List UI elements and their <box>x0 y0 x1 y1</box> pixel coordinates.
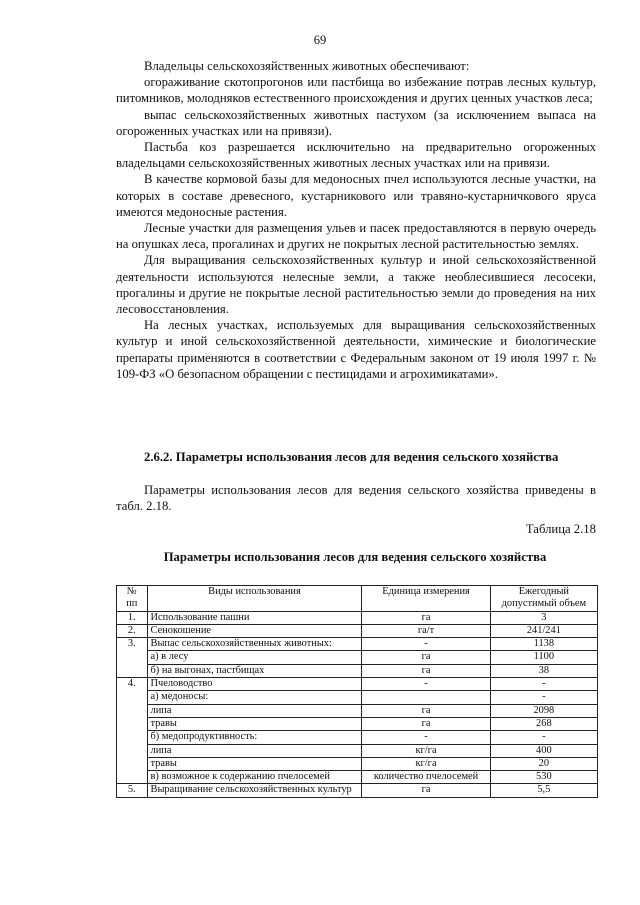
cell-kind: б) медопродуктивность: <box>147 731 362 744</box>
cell-unit <box>362 691 490 704</box>
cell-volume: - <box>490 678 597 691</box>
cell-volume: 241/241 <box>490 624 597 637</box>
cell-num: 2. <box>117 624 148 637</box>
header-num: № пп <box>117 586 148 612</box>
cell-volume: 1138 <box>490 638 597 651</box>
paragraph: Лесные участки для размещения ульев и пасек предоставляются в первую очередь на опушках леса, прогалинах и других не покрытых лесной растительностью землях. <box>116 221 596 252</box>
section-intro: Параметры использования лесов для ведения сельского хозяйства приведены в табл. 2.18. <box>116 483 596 514</box>
cell-kind: Использование пашни <box>147 611 362 624</box>
cell-kind: липа <box>147 744 362 757</box>
table-row <box>117 717 598 730</box>
cell-kind: липа <box>147 704 362 717</box>
cell-unit: га <box>362 651 490 664</box>
cell-volume: - <box>490 691 597 704</box>
cell-kind <box>147 784 362 797</box>
cell-volume: 400 <box>490 744 597 757</box>
cell-num: 4. <box>117 678 148 784</box>
table-title: Параметры использования лесов для ведения сельского хозяйства <box>163 550 547 564</box>
table-body <box>117 611 598 797</box>
cell-volume: 530 <box>490 771 597 784</box>
cell-num: 1. <box>117 611 148 624</box>
cell-volume: 5,5 <box>490 784 597 797</box>
paragraph: На лесных участках, используемых для выращивания сельскохозяйственных культур и иной сельскохозяйственной деятельности, химические и биологические препараты применяются в соответствии с Федеральным законом от 19 июля 1997 г. № 109-ФЗ «О безопасном обращении с пестицидами и агрохимикатами». <box>116 318 596 381</box>
cell-kind: Пчеловодство <box>147 678 362 691</box>
cell-unit: га <box>362 664 490 677</box>
table-row <box>117 624 598 637</box>
header-volume: Ежегодный допустимый объем <box>490 586 597 612</box>
table-header-row <box>117 586 598 612</box>
cell-kind: а) медоносы: <box>147 691 362 704</box>
paragraph: выпас сельскохозяйственных животных пастухом (за исключением выпаса на огороженных участках или на привязи). <box>116 107 596 138</box>
table-row <box>117 638 598 651</box>
cell-volume: 2098 <box>490 704 597 717</box>
page-number: 69 <box>313 33 327 47</box>
cell-unit: га <box>362 611 490 624</box>
cell-kind: Сенокошение <box>147 624 362 637</box>
table-row <box>117 757 598 770</box>
table-row <box>117 691 598 704</box>
cell-num: 3. <box>117 638 148 678</box>
table-row <box>117 664 598 677</box>
header-kind: Виды использования <box>147 586 362 612</box>
cell-unit: - <box>362 638 490 651</box>
cell-volume: 3 <box>490 611 597 624</box>
paragraph: Владельцы сельскохозяйственных животных обеспечивают: <box>144 59 470 73</box>
cell-volume: 38 <box>490 664 597 677</box>
cell-kind: травы <box>147 757 362 770</box>
paragraph: огораживание скотопрогонов или пастбища во избежание потрав лесных культур, питомников, молодняков естественного происхождения и других ценных участков леса; <box>116 75 596 106</box>
cell-num: 5. <box>117 784 148 797</box>
cell-unit: кг/га <box>362 757 490 770</box>
cell-kind: а) в лесу <box>147 651 362 664</box>
cell-kind: в) возможное к содержанию пчелосемей <box>147 771 362 784</box>
table-row <box>117 611 598 624</box>
paragraph: Пастьба коз разрешается исключительно на предварительно огороженных владельцами сельскохозяйственных животных лесных участках или на привязи. <box>116 140 596 171</box>
cell-kind: б) на выгонах, пастбищах <box>147 664 362 677</box>
table-row <box>117 651 598 664</box>
table-label: Таблица 2.18 <box>525 522 596 536</box>
paragraph: Для выращивания сельскохозяйственных культур и иной сельскохозяйственной деятельности используются нелесные земли, а также необлесившиеся лесосеки, прогалины и другие не покрытые лесной растительностью земли до проведения на них лесовосстановления. <box>116 253 596 317</box>
cell-unit: га <box>362 704 490 717</box>
paragraph: В качестве кормовой базы для медоносных пчел используются лесные участки, на которых в составе древесного, кустарникового или травяно-кустарничкового яруса имеются медоносные растения. <box>116 172 596 219</box>
cell-kind: травы <box>147 717 362 730</box>
header-unit: Единица измерения <box>362 586 490 612</box>
table-row <box>117 771 598 784</box>
table-row <box>117 744 598 757</box>
table-row <box>117 784 598 797</box>
table-row <box>117 731 598 744</box>
cell-kind-text: Выращивание сельскохозяйственных культур <box>150 784 352 796</box>
cell-kind: Выпас сельскохозяйственных животных: <box>147 638 362 651</box>
cell-unit: га <box>362 784 490 797</box>
table-row <box>117 678 598 691</box>
cell-unit: количество пчелосемей <box>362 771 490 784</box>
body-text <box>116 58 596 382</box>
cell-volume: 20 <box>490 757 597 770</box>
cell-volume: 268 <box>490 717 597 730</box>
cell-unit: га/т <box>362 624 490 637</box>
table-row <box>117 704 598 717</box>
cell-unit: - <box>362 731 490 744</box>
section-heading: 2.6.2. Параметры использования лесов для ведения сельского хозяйства <box>144 450 559 464</box>
parameters-table <box>116 585 598 798</box>
cell-unit: га <box>362 717 490 730</box>
cell-unit: кг/га <box>362 744 490 757</box>
cell-unit: - <box>362 678 490 691</box>
cell-volume: 1100 <box>490 651 597 664</box>
cell-volume: - <box>490 731 597 744</box>
